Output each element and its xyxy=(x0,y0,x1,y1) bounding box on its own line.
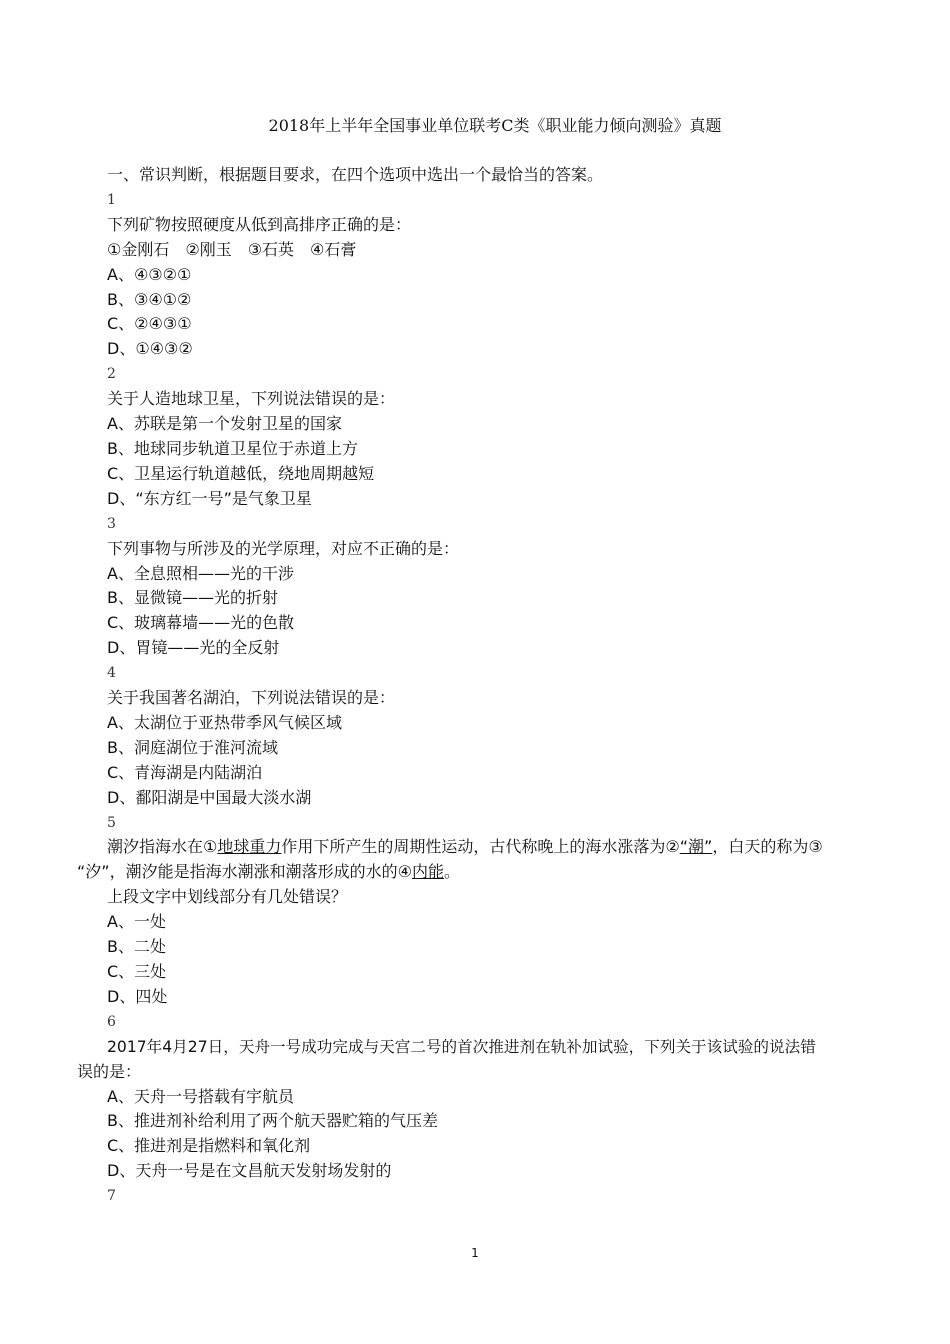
option-c: C、②④③① xyxy=(107,314,192,334)
option-c: C、三处 xyxy=(107,962,167,981)
question-number: 4 xyxy=(107,665,116,682)
option-b: B、③④①② xyxy=(107,289,192,309)
question-number: 1 xyxy=(107,191,116,208)
option-d: D、“东方红一号”是气象卫星 xyxy=(107,488,312,508)
page-number: 1 xyxy=(471,1246,479,1260)
question-stem-line1: 2017年4月27日，天舟一号成功完成与天宫二号的首次推进剂在轨补加试验，下列关于该试验的说法错 xyxy=(107,1037,816,1056)
underlined-text: 地球重力 xyxy=(217,837,282,857)
passage-text: 。 xyxy=(443,862,460,882)
question-stem: 上段文字中划线部分有几处错误？ xyxy=(107,887,348,907)
option-a: A、全息照相——光的干涉 xyxy=(107,563,294,583)
option-c: C、青海湖是内陆湖泊 xyxy=(107,762,263,782)
option-b: B、地球同步轨道卫星位于赤道上方 xyxy=(107,438,358,458)
question-passage xyxy=(107,835,885,860)
option-d: D、①④③② xyxy=(107,339,193,359)
option-b: B、推进剂补给利用了两个航天器贮箱的气压差 xyxy=(107,1111,438,1131)
option-a: A、④③②① xyxy=(107,264,192,284)
option-a: A、天舟一号搭载有宇航员 xyxy=(107,1086,294,1106)
question-number: 6 xyxy=(107,1013,116,1030)
option-d: D、天舟一号是在文昌航天发射场发射的 xyxy=(107,1161,392,1181)
option-a: A、太湖位于亚热带季风气候区域 xyxy=(107,712,342,732)
question-stem: 下列矿物按照硬度从低到高排序正确的是： xyxy=(107,214,412,234)
option-b: B、二处 xyxy=(107,937,166,957)
question-stem-line2: 误的是： xyxy=(77,1061,142,1081)
option-a: A、苏联是第一个发射卫星的国家 xyxy=(107,414,342,434)
question-number: 7 xyxy=(107,1188,116,1205)
question-number: 2 xyxy=(107,366,116,383)
passage-text: 潮汐指海水在① xyxy=(107,837,218,857)
option-c: C、推进剂是指燃料和氧化剂 xyxy=(107,1136,311,1156)
underlined-text: “潮” xyxy=(679,837,713,857)
option-a: A、一处 xyxy=(107,912,166,932)
option-d: D、鄱阳湖是中国最大淡水湖 xyxy=(107,787,312,807)
option-c: C、卫星运行轨道越低，绕地周期越短 xyxy=(107,463,375,483)
option-d: D、胃镜——光的全反射 xyxy=(107,638,280,658)
option-b: B、洞庭湖位于淮河流域 xyxy=(107,737,278,757)
section-heading: 一、常识判断，根据题目要求，在四个选项中选出一个最恰当的答案。 xyxy=(107,165,604,184)
passage-text: 作用下所产生的周期性运动，古代称晚上的海水涨落为② xyxy=(281,837,680,857)
question-stem: 关于人造地球卫星，下列说法错误的是： xyxy=(107,389,396,409)
document-body xyxy=(77,163,887,1209)
question-stem: 下列事物与所涉及的光学原理，对应不正确的是： xyxy=(107,538,460,558)
option-c: C、玻璃幕墙——光的色散 xyxy=(107,613,295,633)
passage-text: ，白天的称为③ xyxy=(712,837,823,857)
question-number: 5 xyxy=(107,814,116,831)
question-items: ①金刚石 ②刚玉 ③石英 ④石膏 xyxy=(107,239,357,259)
underlined-text: 内能 xyxy=(411,862,444,882)
option-d: D、四处 xyxy=(107,986,168,1006)
question-passage-line2 xyxy=(77,860,887,885)
passage-text: “汐”，潮汐能是指海水潮涨和潮落形成的水的④ xyxy=(77,862,412,882)
option-b: B、显微镜——光的折射 xyxy=(107,588,278,608)
question-stem: 关于我国著名湖泊，下列说法错误的是： xyxy=(107,688,396,708)
document-title: 2018年上半年全国事业单位联考C类《职业能力倾向测验》真题 xyxy=(268,116,722,135)
question-number: 3 xyxy=(107,515,116,532)
